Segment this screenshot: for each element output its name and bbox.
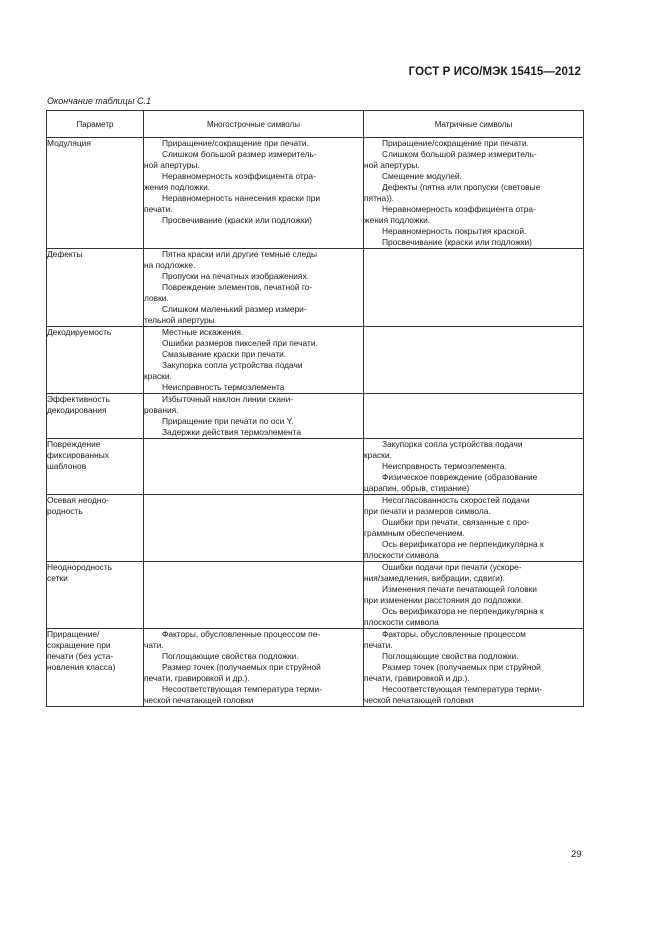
parameter-text: Осевая неодно- xyxy=(47,495,109,505)
cause-text: Приращение/сокращение при печати. xyxy=(162,138,309,148)
cause-text: Закупорка сопла устройства подачи xyxy=(162,360,303,370)
table-row xyxy=(47,495,584,562)
parameter-text: шаблонов xyxy=(47,461,87,471)
parameter-text: декодирования xyxy=(47,405,107,415)
cause-text: ловки. xyxy=(144,293,169,303)
cause-text: краски. xyxy=(144,371,172,381)
cause-text: Неравномерность коэффициента отра- xyxy=(162,171,316,181)
cause-text: рования. xyxy=(144,405,179,415)
parameter-text: Декодируемость xyxy=(47,327,112,337)
table-caption: Окончание таблицы С.1 xyxy=(47,96,151,106)
matrix-causes-cell xyxy=(364,629,584,707)
cause-text: Слишком большой размер измеритель- xyxy=(162,149,317,159)
cause-text: печати. xyxy=(364,640,393,650)
cause-text: Размер точек (получаемых при струйной xyxy=(382,662,541,672)
column-header-matrix-symbols: Матричные символы xyxy=(364,111,584,138)
multirow-causes-cell xyxy=(144,249,364,327)
table-header-row xyxy=(47,111,584,138)
column-header-parameter: Параметр xyxy=(47,111,144,138)
parameter-text: новления класса) xyxy=(47,662,116,672)
table-row xyxy=(47,629,584,707)
cause-text: Ошибки размеров пикселей при печати. xyxy=(162,338,318,348)
matrix-causes-cell xyxy=(364,394,584,439)
table-row xyxy=(47,394,584,439)
cause-text: Дефекты (пятна или пропуски (световые xyxy=(382,182,541,192)
parameter-text: Модуляция xyxy=(47,138,91,148)
cause-text: Физическое повреждение (образование xyxy=(382,472,538,482)
table-row xyxy=(47,562,584,629)
cause-text: Просвечивание (краски или подложки) xyxy=(162,215,312,225)
cause-text: при печати и размеров символа. xyxy=(364,506,491,516)
cause-text: ния/замедления, вибрации, сдвиги). xyxy=(364,573,505,583)
parameter-text: фиксированных xyxy=(47,450,109,460)
cause-text: печати, гравировкой и др.). xyxy=(364,673,470,683)
cause-text: печати. xyxy=(144,204,173,214)
parameter-cell xyxy=(47,249,144,327)
cause-text: Ошибки подачи при печати (ускоре- xyxy=(382,562,522,572)
cause-text: царапин, обрыв, стирание) xyxy=(364,483,470,493)
multirow-causes-cell xyxy=(144,495,364,562)
standard-designation: ГОСТ Р ИСО/МЭК 15415—2012 xyxy=(408,66,581,78)
parameter-text: сокращение при xyxy=(47,640,111,650)
cause-text: Размер точек (получаемых при струйной xyxy=(162,662,321,672)
table-row xyxy=(47,327,584,394)
cause-text: жения подложки. xyxy=(144,182,211,192)
cause-text: Несоответствующая температура терми- xyxy=(162,684,323,694)
cause-text: плоскости символа xyxy=(364,617,439,627)
cause-text: Повреждение элементов, печатной го- xyxy=(162,282,313,292)
cause-text: Ошибки при печати, связанные с про- xyxy=(382,517,530,527)
multirow-causes-cell xyxy=(144,394,364,439)
cause-text: Приращение при печати по оси Y. xyxy=(162,416,294,426)
cause-text: граммным обеспечением. xyxy=(364,528,465,538)
cause-text: Поглощающие свойства подложки. xyxy=(382,651,519,661)
table-body xyxy=(47,138,584,707)
cause-text: Неравномерность покрытия краской. xyxy=(382,226,527,236)
cause-text: пятна)). xyxy=(364,193,395,203)
cause-text: Закупорка сопла устройства подачи xyxy=(382,439,523,449)
cause-text: печати, гравировкой и др.). xyxy=(144,673,250,683)
parameter-text: Приращение/ xyxy=(47,629,100,639)
cause-text: Поглощающие свойства подложки. xyxy=(162,651,299,661)
matrix-causes-cell xyxy=(364,138,584,249)
cause-text: Неравномерность коэффициента отра- xyxy=(382,204,536,214)
table-row xyxy=(47,138,584,249)
parameter-cell xyxy=(47,629,144,707)
causes-table xyxy=(46,110,584,707)
parameter-text: печати (без уста- xyxy=(47,651,114,661)
matrix-causes-cell xyxy=(364,327,584,394)
matrix-causes-cell xyxy=(364,439,584,495)
cause-text: Пропуски на печатных изображениях. xyxy=(162,271,309,281)
parameter-text: сетки xyxy=(47,573,68,583)
cause-text: при изменении расстояния до подложки. xyxy=(364,595,524,605)
cause-text: Слишком большой размер измеритель- xyxy=(382,149,537,159)
cause-text: Факторы, обусловленные процессом xyxy=(382,629,526,639)
cause-text: ной апертуры. xyxy=(144,160,200,170)
cause-text: Ось верификатора не перпендикулярна к xyxy=(382,539,544,549)
cause-text: ческой печатающей головки xyxy=(144,695,254,705)
cause-text: жения подложки. xyxy=(364,215,431,225)
parameter-cell xyxy=(47,439,144,495)
multirow-causes-cell xyxy=(144,138,364,249)
parameter-cell xyxy=(47,495,144,562)
page-number: 29 xyxy=(571,849,582,860)
cause-text: Неравномерность нанесения краски при xyxy=(162,193,321,203)
parameter-cell xyxy=(47,327,144,394)
cause-text: Смазывание краски при печати. xyxy=(162,349,287,359)
multirow-causes-cell xyxy=(144,439,364,495)
cause-text: тельной апертуры xyxy=(144,315,215,325)
cause-text: Приращение/сокращение при печати. xyxy=(382,138,529,148)
parameter-text: Эффективность xyxy=(47,394,110,404)
matrix-causes-cell xyxy=(364,249,584,327)
column-header-multirow-symbols: Многострочные символы xyxy=(144,111,364,138)
cause-text: Избыточный наклон линии скани- xyxy=(162,394,294,404)
multirow-causes-cell xyxy=(144,629,364,707)
parameter-text: Неоднородность xyxy=(47,562,113,572)
matrix-causes-cell xyxy=(364,495,584,562)
cause-text: Несоответствующая температура терми- xyxy=(382,684,543,694)
table-row xyxy=(47,439,584,495)
parameter-text: Дефекты xyxy=(47,249,83,259)
cause-text: плоскости символа xyxy=(364,550,439,560)
parameter-cell xyxy=(47,138,144,249)
parameter-text: родность xyxy=(47,506,83,516)
cause-text: Неисправность термоэлемента. xyxy=(382,461,507,471)
cause-text: Местные искажения. xyxy=(162,327,244,337)
cause-text: Задержки действия термоэлемента xyxy=(162,427,301,437)
table-row xyxy=(47,249,584,327)
matrix-causes-cell xyxy=(364,562,584,629)
parameter-text: Повреждение xyxy=(47,439,101,449)
cause-text: Изменения печати печатающей головки xyxy=(382,584,537,594)
cause-text: Пятна краски или другие темные следы xyxy=(162,249,318,259)
cause-text: Несогласованность скоростей подачи xyxy=(382,495,530,505)
multirow-causes-cell xyxy=(144,562,364,629)
cause-text: на подложке. xyxy=(144,260,196,270)
cause-text: Ось верификатора не перпендикулярна к xyxy=(382,606,544,616)
parameter-cell xyxy=(47,394,144,439)
parameter-cell xyxy=(47,562,144,629)
cause-text: Смещение модулей. xyxy=(382,171,462,181)
cause-text: Слишком маленький размер измери- xyxy=(162,304,307,314)
cause-text: Факторы, обусловленные процессом пе- xyxy=(162,629,321,639)
cause-text: Просвечивание (краски или подложки) xyxy=(382,237,532,247)
cause-text: Неисправность термоэлемента xyxy=(162,382,285,392)
cause-text: чати. xyxy=(144,640,164,650)
cause-text: ческой печатающей головки xyxy=(364,695,474,705)
cause-text: краски. xyxy=(364,450,392,460)
multirow-causes-cell xyxy=(144,327,364,394)
cause-text: ной апертуры. xyxy=(364,160,420,170)
